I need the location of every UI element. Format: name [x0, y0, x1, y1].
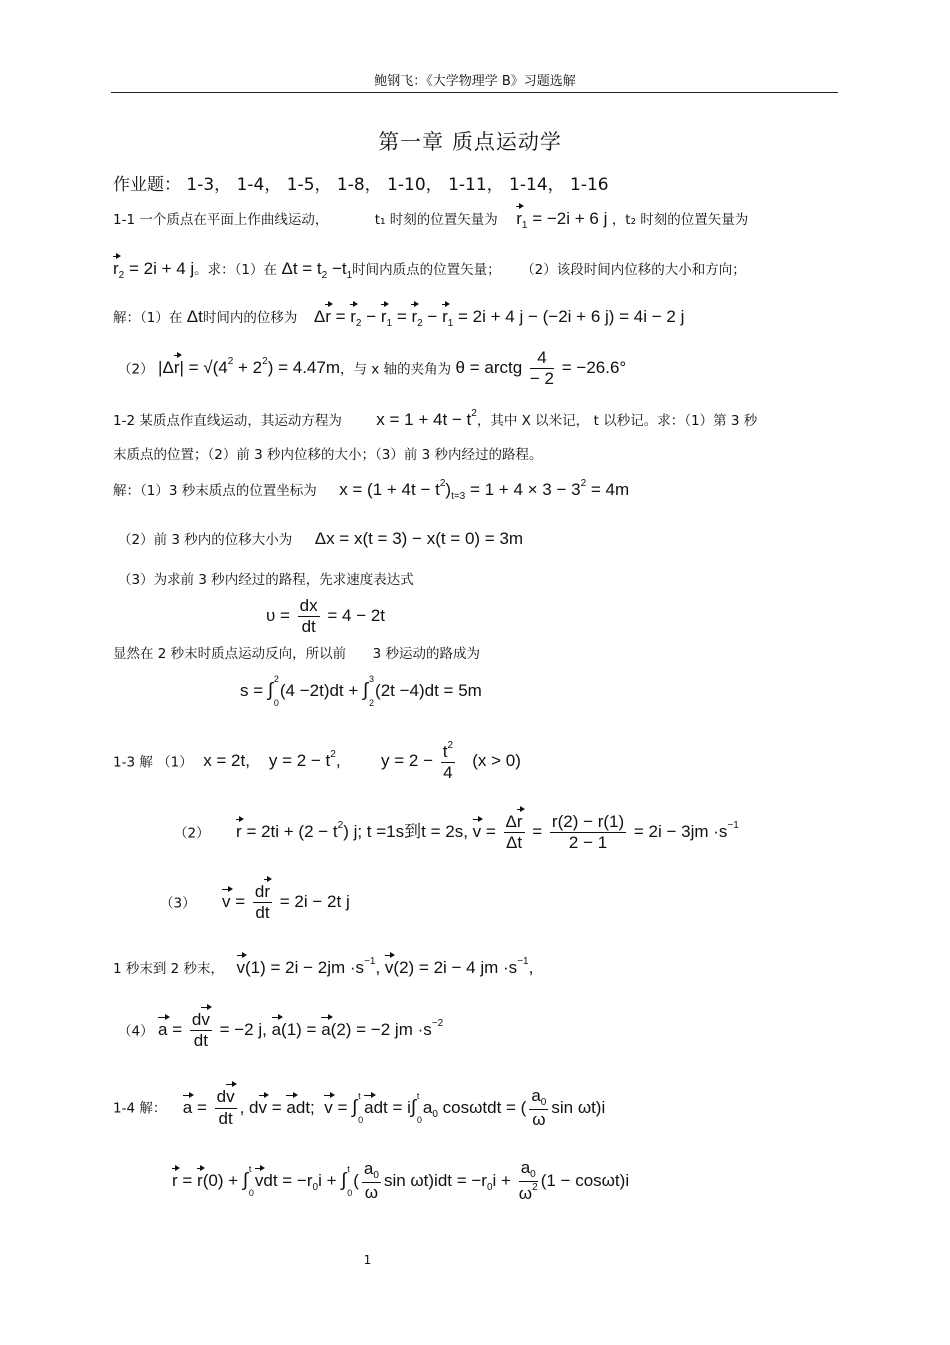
running-header: 鲍钢飞：《大学物理学 B》习题选解 [374, 74, 576, 89]
problem-1-2-statement: 1-2 某质点作直线运动，其运动方程为 $x = 1 + 4t - t^2$，其中 X 以米记， t 以秒记。求：（1）第 3 秒 [113, 408, 758, 429]
problem-1-3-part-3: （3） v = $\frac{dr}{dt}$ = 2i − 2t j [160, 882, 350, 923]
homework-list: 作业题： 1-3， 1-4， 1-5， 1-8， 1-10， 1-11， 1-14， 1-16 [113, 175, 609, 195]
problem-1-1-solution-2: （2） $|\Delta r| = √(4^2 + 2^2) = 4.47m$，与 x 轴的夹角为 θ = arctg $\frac{4}{- 2}$ = −26.6° [118, 348, 627, 389]
problem-1-2-solution-4: 显然在 2 秒末时质点运动反向，所以前 3 秒运动的路成为 [113, 646, 481, 662]
path-integral: s = ∫ 2 0 (4 −2t)dt + ∫ 3 2 (2t −4)dt = 5m [240, 674, 482, 708]
velocity-expression: υ = $\frac{dx}{dt}$ = 4 − 2t [266, 596, 386, 637]
problem-1-3-part-1: 1-3 解 （1） x = 2t, $y = 2 - t^2$, y = 2 − $\frac{t^2}{4}$ (x > 0) [113, 740, 521, 783]
problem-1-1-statement: 1-1 一个质点在平面上作曲线运动， t₁ 时刻的位置矢量为 $r_1 = -2i + 6$ j ，t₂ 时刻的位置矢量为 [113, 209, 749, 231]
problem-1-1-solution-1: 解：（1）在 Δt时间内的位移为 $\Delta r = r_2 - r_1 = r_2 - r_1 = 2i + 4$ j − (−2i + 6 j) = 4i − 2 j [113, 307, 685, 329]
problem-1-2-solution-1: 解：（1）3 秒末质点的位置坐标为 $x = (1 + 4t - t^2)_{t=3} = 1 + 4 \times 3 - 3^2 = 4m$ [113, 478, 630, 502]
problem-1-2-statement-cont: 末质点的位置；（2）前 3 秒内位移的大小；（3）前 3 秒内经过的路程。 [113, 447, 543, 463]
header-rule [111, 92, 838, 93]
problem-1-3-part-2: （2） $r = 2ti + (2 - t^2)$ j; t =1s到t = 2s, v = $\frac{\Delta r}{\Delta t}$ = $\frac{r(2) - r(1)}{2 - 1}$ = $2i - 3jm \cdot s^{-1}$ [174, 812, 739, 853]
problem-1-3-part-4: （4） a = $\frac{dv}{dt}$ = −2 j, a(1) = a(2) = −2 jm $\cdot s^{-2}$ [118, 1010, 444, 1051]
chapter-title: 第一章 质点运动学 [378, 130, 562, 154]
problem-1-2-solution-3: （3）为求前 3 秒内经过的路程，先求速度表达式 [118, 572, 414, 588]
problem-1-1-statement-cont: $r_2 = 2i + 4$ j。求：（1）在 $\Delta t = t_2 -t_1$时间内质点的位置矢量； （2）该段时间内位移的大小和方向； [113, 259, 746, 281]
problem-1-4-line-2: r = r(0) + ∫ t 0 vdt = $-r_0i$ + ∫ t 0 ( $\frac{a_0}{\omega}$ $\sin \omega t)idt = -r_0i$ + $\frac{a_0}{\omega^2}$ (1 − cosωt)i [172, 1158, 630, 1203]
problem-1-4-line-1: 1-4 解： a = $\frac{dv}{dt}$ , dv = adt; v = ∫ t 0 adt = i∫ t 0 $a_0$ cosωtdt = ( $\frac{a_0}{\omega}$ sin ωt)i [113, 1086, 606, 1129]
problem-1-2-solution-2: （2）前 3 秒内的位移大小为 Δx = x(t = 3) − x(t = 0) = 3m [118, 529, 524, 548]
page-number: 1 [363, 1253, 372, 1267]
problem-1-3-velocities: 1 秒末到 2 秒末， $v(1) = 2i - 2jm \cdot s^{-1}$, v(2) = 2i − 4 jm $\cdot s^{-1}$, [113, 956, 534, 977]
